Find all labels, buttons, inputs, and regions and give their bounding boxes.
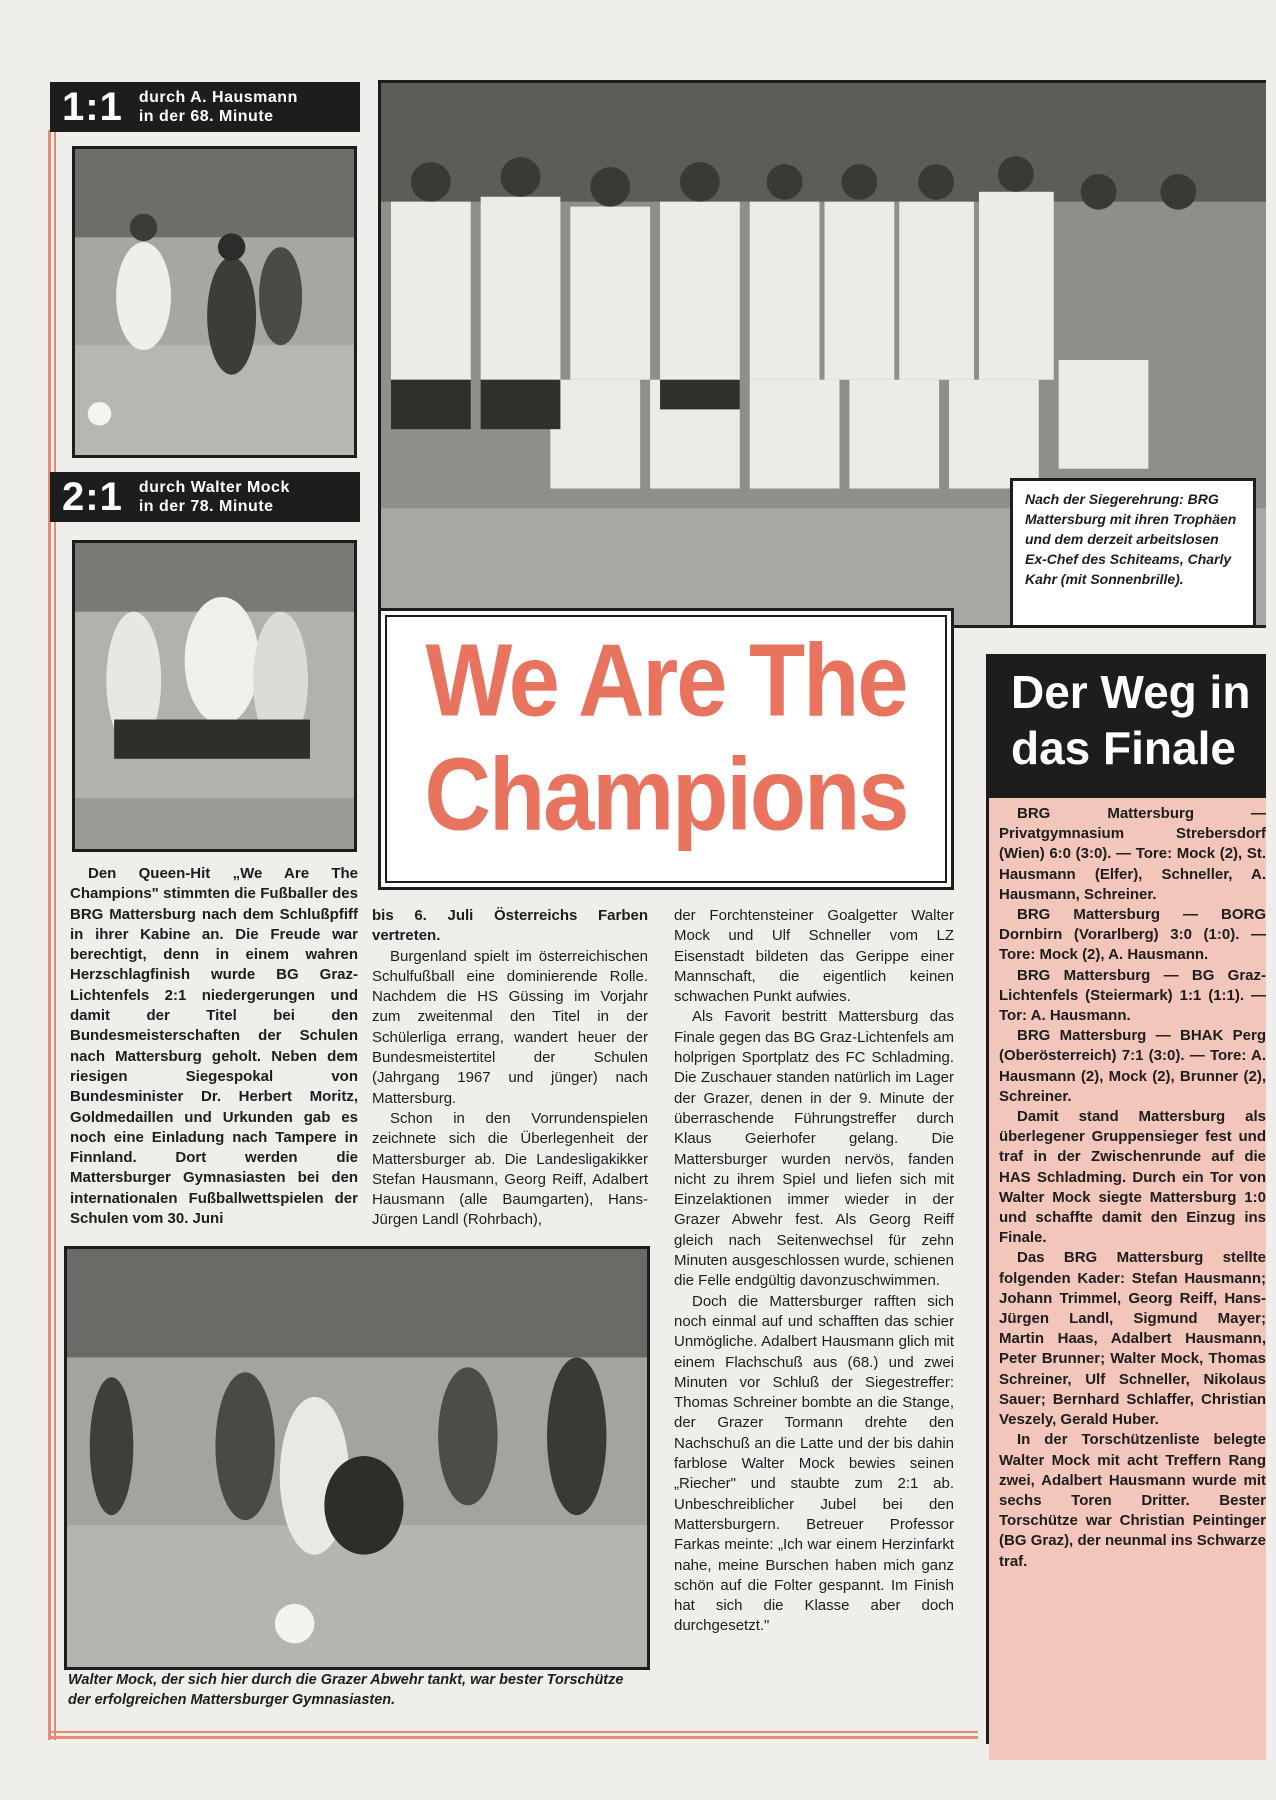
- red-frame-left-inner: [54, 130, 56, 1740]
- score-banner-1: [50, 82, 360, 132]
- col3-paragraph-1: der Forchtensteiner Goalgetter Walter Mock und Ulf Schneller vom LZ Eisenstadt bildeten das Gerippe einer Mannschaft, die eigentlich keinen schwachen Punkt aufwies.: [674, 907, 954, 1006]
- sidebar-paragraph: In der Torschützenliste belegte Walter Mock mit acht Treffern Rang zwei, Adalbert Hausmann wurde mit sechs Toren Dritter. Bester Torschütze war Christian Peintinger (BG Graz), der neunmal ins Schwarze traf.: [999, 1431, 1266, 1570]
- red-frame-bottom: [48, 1736, 978, 1739]
- score-banner-2: [50, 472, 360, 522]
- score-2-line2: in der 78. Minute: [138, 498, 274, 515]
- col2-paragraph-3: Schon in den Vorrundenspielen zeichnete sich die Überlegenheit der Mattersburger ab. Die Landesligakikker Stefan Hausmann, Georg Reiff, Adalbert Hausmann (alle Baumgarten), Hans-Jürgen Landl (Rohrbach),: [372, 1109, 648, 1229]
- sidebar-title-line1: Der Weg in: [1011, 666, 1251, 718]
- article-intro: [70, 864, 358, 1229]
- sidebar-title-line2: das Finale: [1011, 722, 1236, 774]
- sidebar-paragraph: Damit stand Mattersburg als überlegener Gruppensieger fest und traf in der Zwischenrunde auf die HAS Schladming. Durch ein Tor von Walter Mock siegte Mattersburg 1:0 und schaffte damit den Einzug ins Finale.: [999, 1108, 1266, 1247]
- team-photo-caption: Nach der Siegerehrung: BRG Mattersburg mit ihren Trophäen und dem derzeit arbeitslosen Ex-Chef des Schiteams, Charly Kahr (mit Sonnenbrille).: [1010, 478, 1256, 628]
- photo-match-action-2: [64, 1246, 650, 1670]
- col2-paragraph-1: bis 6. Juli Österreichs Farben vertreten.: [372, 907, 648, 945]
- photo-goal-celebration: [72, 540, 357, 852]
- sidebar-paragraph: Das BRG Mattersburg stellte folgenden Kader: Stefan Hausmann; Johann Trimmel, Georg Reiff, Hans-Jürgen Landl, Sigmund Mayer; Martin Haas, Adalbert Hausmann, Peter Brunner; Walter Mock, Thomas Schreiner, Ulf Schneller, Nikolaus Sauer; Bernhard Schlaffer, Christian Veszely, Gerald Huber.: [999, 1249, 1266, 1429]
- headline-box: [378, 608, 954, 890]
- col3-paragraph-2: Als Favorit bestritt Mattersburg das Finale gegen das BG Graz-Lichtenfels am holprigen Sportplatz des FC Schladming. Die Zuschauer standen natürlich im Lager der Grazer, denen in der 9. Minute der überraschende Führungstreffer durch Klaus Geierhofer gelang. Die Mattersburger wurden nervös, fanden nicht zu ihrem Spiel und liefen sich mit Einzelaktionen immer wieder in der Grazer Abwehr fest. Als Georg Reiff gleich nach Seitenwechsel für zehn Minuten ausgeschlossen wurde, schienen die Felle endgültig davonzuschwimmen.: [674, 1008, 954, 1290]
- headline-line-2: Champions: [424, 737, 908, 853]
- score-2-line1: durch Walter Mock: [138, 479, 290, 496]
- score-2: 2:1: [62, 474, 123, 519]
- red-frame-bottom-inner: [48, 1731, 978, 1733]
- sidebar-body: [989, 798, 1266, 1760]
- col3-paragraph-3: Doch die Mattersburger rafften sich noch einmal auf und schafften das schier Unmögliche. Adalbert Hausmann glich mit einem Flachschuß aus (68.) und zwei Minuten vor Schluß der Siegestreffer: Thomas Schreiner bombte an die Stange, der Grazer Tormann drehte den Nachschuß an die Latte und der bis dahin farblose Walter Mock bewies seinen „Riecher" und staubte zum 2:1 ab. Unbeschreiblicher Jubel bei den Mattersburgern. Betreuer Professor Farkas meinte: „Ich war einem Herzinfarkt nahe, meine Burschen haben mich ganz schön auf die Folter gespannt. Im Finish hat sich die Klasse aber doch durchgesetzt.": [674, 1292, 954, 1635]
- photo-match-action-1: [72, 146, 357, 458]
- sidebar-paragraph: BRG Mattersburg — BG Graz-Lichtenfels (Steiermark) 1:1 (1:1). — Tor: A. Hausmann.: [999, 966, 1266, 1025]
- headline-line-1: We Are The: [425, 623, 907, 739]
- sidebar-title: [989, 654, 1266, 798]
- sidebar-paragraph: BRG Mattersburg — BORG Dornbirn (Vorarlberg) 3:0 (1:0). — Tore: Mock (2), A. Hausmann.: [999, 906, 1266, 964]
- intro-paragraph: Den Queen-Hit „We Are The Champions" stimmten die Fußballer des BRG Mattersburg nach dem Schlußpfiff in ihrer Kabine an. Die Freude war berechtigt, denn in einem wahren Herzschlagfinish wurde BG Graz-Lichtenfels 2:1 niedergerungen und damit der Titel bei den Bundesmeisterschaften der Schulen nach Mattersburg geholt. Neben dem riesigen Siegespokal von Bundesminister Dr. Herbert Moritz, Goldmedaillen und Urkunden gab es noch eine Einladung nach Tampere in Finnland. Dort werden die Mattersburger Gymnasiasten bei den internationalen Fußballwettspielen der Schulen vom 30. Juni: [70, 865, 358, 1228]
- sidebar-paragraph: BRG Mattersburg — BHAK Perg (Oberösterreich) 7:1 (3:0). — Tore: A. Hausmann (2), Mock (2), Brunner (2), Schreiner.: [999, 1027, 1266, 1105]
- red-frame-left: [48, 130, 51, 1740]
- col2-paragraph-2: Burgenland spielt im österreichischen Schulfußball eine dominierende Rolle. Nachdem die HS Güssing im Vorjahr zum zweitenmal den Titel in der Schülerliga errang, wandert heuer der Bundesmeistertitel der Schulen (Jahrgang 1967 und jünger) nach Mattersburg.: [372, 947, 648, 1107]
- action-photo-caption: Walter Mock, der sich hier durch die Grazer Abwehr tankt, war bester Torschütze der erfolgreichen Mattersburger Gymnasiasten.: [68, 1672, 624, 1708]
- sidebar-paragraph: BRG Mattersburg — Privatgymnasium Strebersdorf (Wien) 6:0 (3:0). — Tore: Mock (2), St. Hausmann (Elfer), Schneller, A. Hausmann, Schreiner.: [999, 805, 1266, 903]
- score-1-line2: in der 68. Minute: [138, 108, 274, 125]
- sidebar: [986, 654, 1266, 1744]
- score-1-line1: durch A. Hausmann: [138, 89, 298, 106]
- article-column-3: [674, 906, 954, 1637]
- article-column-2: [372, 906, 648, 1231]
- score-1: 1:1: [62, 84, 123, 129]
